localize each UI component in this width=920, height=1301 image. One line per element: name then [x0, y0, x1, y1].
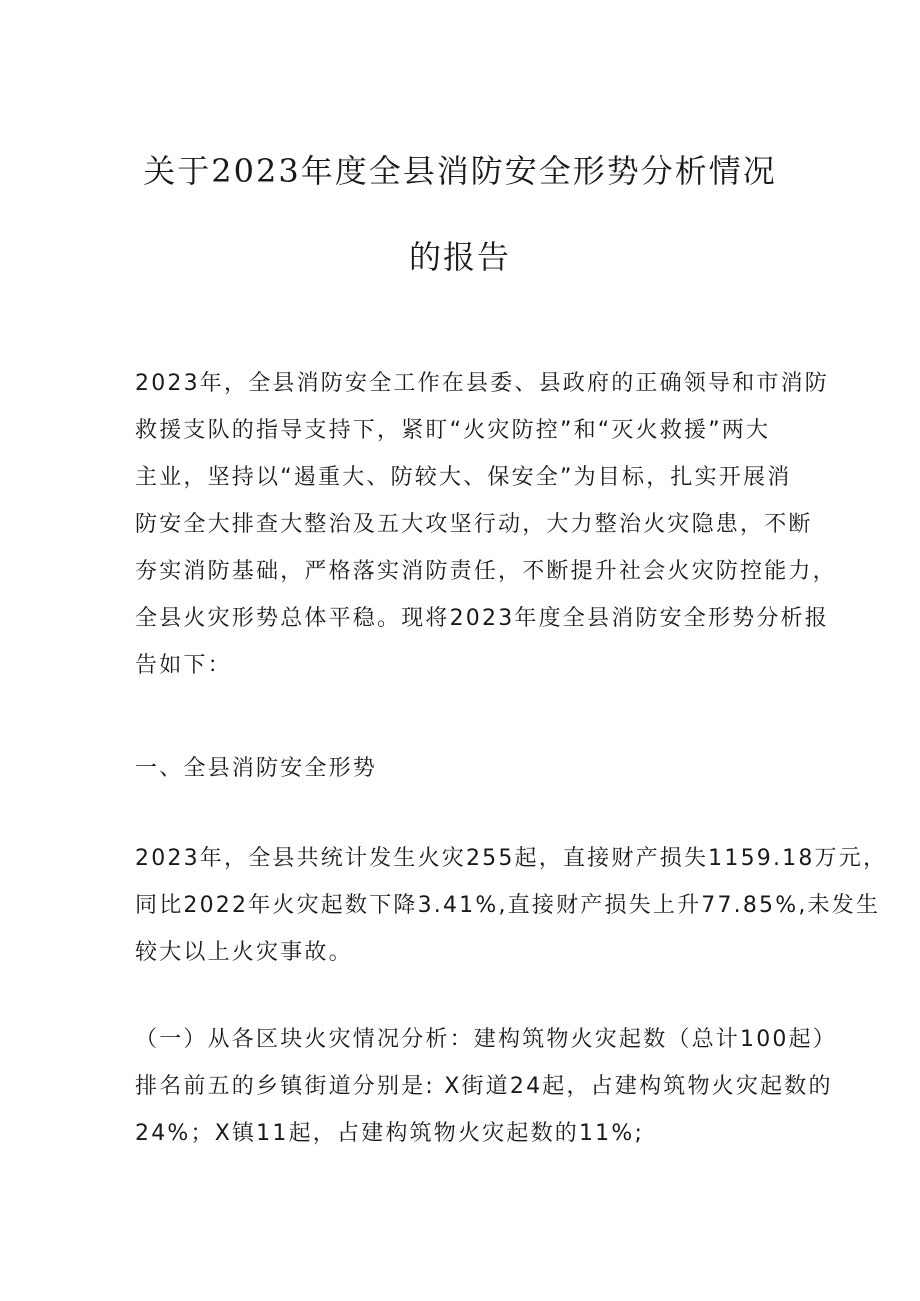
- subsection-line: 24%；X镇11起，占建构筑物火灾起数的11%;: [135, 1121, 645, 1146]
- intro-line: 夯实消防基础，严格落实消防责任，不断提升社会火灾防控能力，: [135, 559, 837, 584]
- intro-line: 全县火灾形势总体平稳。现将2023年度全县消防安全形势分析报: [135, 606, 829, 631]
- intro-line: 救援支队的指导支持下，紧盯“火灾防控”和“灭火救援”两大: [135, 418, 771, 443]
- intro-line: 主业，坚持以“遏重大、防较大、保安全”为目标，扎实开展消: [135, 465, 792, 490]
- intro-line: 告如下：: [135, 653, 232, 678]
- section-heading-text: 一、全县消防安全形势: [135, 756, 378, 781]
- stats-line: 较大以上火灾事故。: [135, 940, 353, 965]
- intro-line: 防安全大排查大整治及五大攻坚行动，大力整治火灾隐患，不断: [135, 512, 813, 537]
- intro-line: 2023年，全县消防安全工作在县委、县政府的正确领导和市消防: [135, 371, 829, 396]
- subsection-line: （一）从各区块火灾情况分析：建构筑物火灾起数（总计100起）: [135, 1027, 837, 1052]
- stats-line: 2023年，全县共统计发生火灾255起，直接财产损失1159.18万元，: [135, 846, 888, 871]
- subsection-paragraph: [135, 1016, 837, 1157]
- report-title-line-2: 的报告: [408, 238, 511, 276]
- stats-line: 同比2022年火灾起数下降3.41%,直接财产损失上升77.85%,未发生: [135, 893, 881, 918]
- intro-paragraph: [135, 360, 837, 689]
- report-title-line-1: 关于2023年度全县消防安全形势分析情况: [143, 152, 777, 190]
- stats-paragraph: [135, 835, 888, 976]
- subsection-line: 排名前五的乡镇街道分别是: X街道24起，占建构筑物火灾起数的: [135, 1074, 833, 1099]
- section-heading: [135, 745, 795, 792]
